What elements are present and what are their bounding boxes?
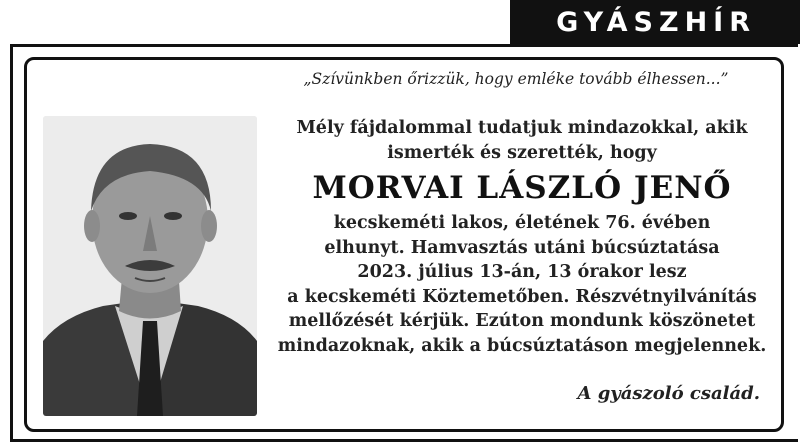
deceased-name: MORVAI LÁSZLÓ JENŐ [312, 170, 732, 206]
portrait-photo [43, 116, 257, 416]
intro-line: Mély fájdalommal tudatjuk mindazokkal, akik [296, 118, 748, 138]
intro-line: ismerték és szerették, hogy [387, 142, 657, 163]
notice-body [270, 116, 774, 358]
details-line: kecskeméti lakos, életének 76. évében [333, 213, 711, 233]
details-line: mindazoknak, akik a búcsúztatáson megjelennek. [277, 335, 767, 356]
memorial-quote: „Szívünkben őrizzük, hogy emléke tovább élhessen...” [303, 70, 729, 88]
details-line: mellőzését kérjük. Ezúton mondunk köszönetet [288, 311, 756, 331]
signature: A gyászoló család. [577, 383, 760, 404]
header-banner [510, 0, 800, 44]
details-line: elhunyt. Hamvasztás utáni búcsúztatása [324, 237, 720, 258]
details-line: a kecskeméti Köztemetőben. Részvétnyilvánítás [287, 286, 757, 307]
header-title: GYÁSZHÍR [556, 6, 756, 38]
details-line: 2023. július 13-án, 13 órakor lesz [357, 262, 687, 282]
